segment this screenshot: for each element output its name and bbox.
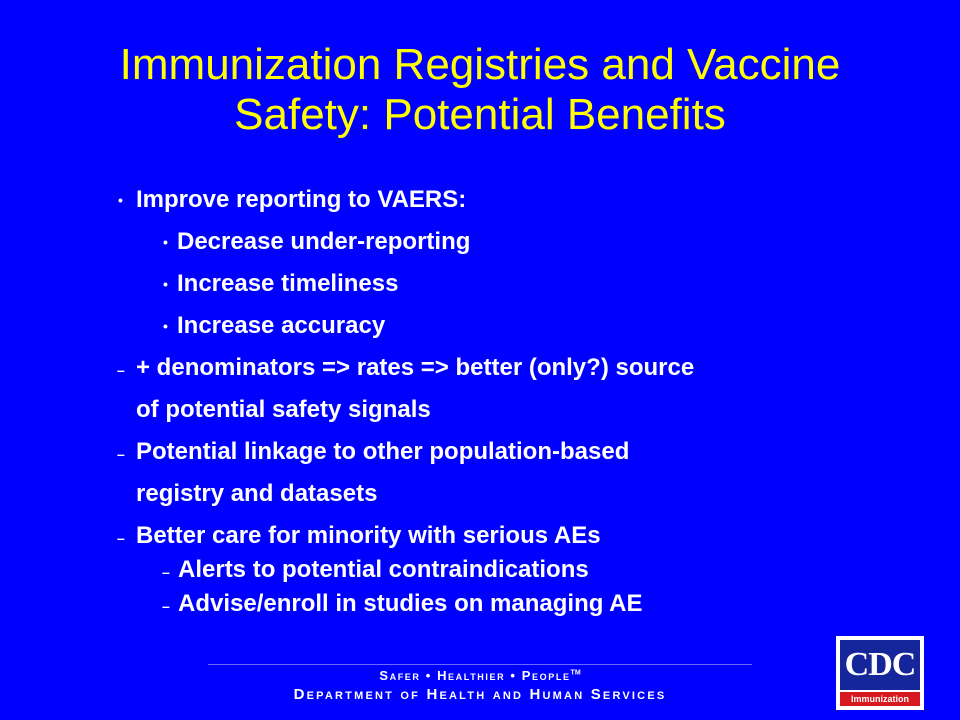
sub-dash-alerts: Alerts to potential contraindications (178, 556, 589, 583)
dash-item-denominators-continued: of potential safety signals (136, 396, 431, 423)
cdc-wordmark: CDC (840, 640, 920, 690)
dash-marker: – (117, 446, 125, 462)
sub-bullet-accuracy: Increase accuracy (177, 312, 386, 339)
dash-marker: – (162, 564, 170, 580)
footer-divider (208, 664, 752, 665)
dash-item-denominators: + denominators => rates => better (only?) source (136, 354, 695, 381)
dash-marker: – (162, 598, 170, 614)
tagline-text: Safer • Healthier • People (379, 668, 571, 683)
bullet-marker: • (163, 234, 168, 250)
footer-tagline (208, 668, 752, 683)
sub-bullet-under-reporting: Decrease under-reporting (177, 228, 471, 255)
sub-dash-advise-enroll: Advise/enroll in studies on managing AE (178, 590, 643, 617)
footer-department: Department of Health and Human Services (293, 686, 667, 703)
bullet-marker: • (118, 192, 123, 208)
bullet-item-improve-reporting: Improve reporting to VAERS: (136, 186, 467, 213)
bullet-marker: • (163, 318, 168, 334)
cdc-immunization-logo (836, 636, 924, 710)
dash-item-linkage-continued: registry and datasets (136, 480, 378, 507)
dash-marker: – (117, 362, 125, 378)
title-line-1: Immunization Registries and Vaccine (119, 40, 841, 89)
dash-marker: – (117, 530, 125, 546)
bullet-marker: • (163, 276, 168, 292)
immunization-band: Immunization (840, 692, 920, 706)
dash-item-linkage: Potential linkage to other population-based (136, 438, 630, 465)
title-line-2: Safety: Potential Benefits (234, 90, 726, 139)
sub-bullet-timeliness: Increase timeliness (177, 270, 399, 297)
dash-item-better-care: Better care for minority with serious AEs (136, 522, 601, 549)
trademark-mark: TM (570, 669, 581, 677)
